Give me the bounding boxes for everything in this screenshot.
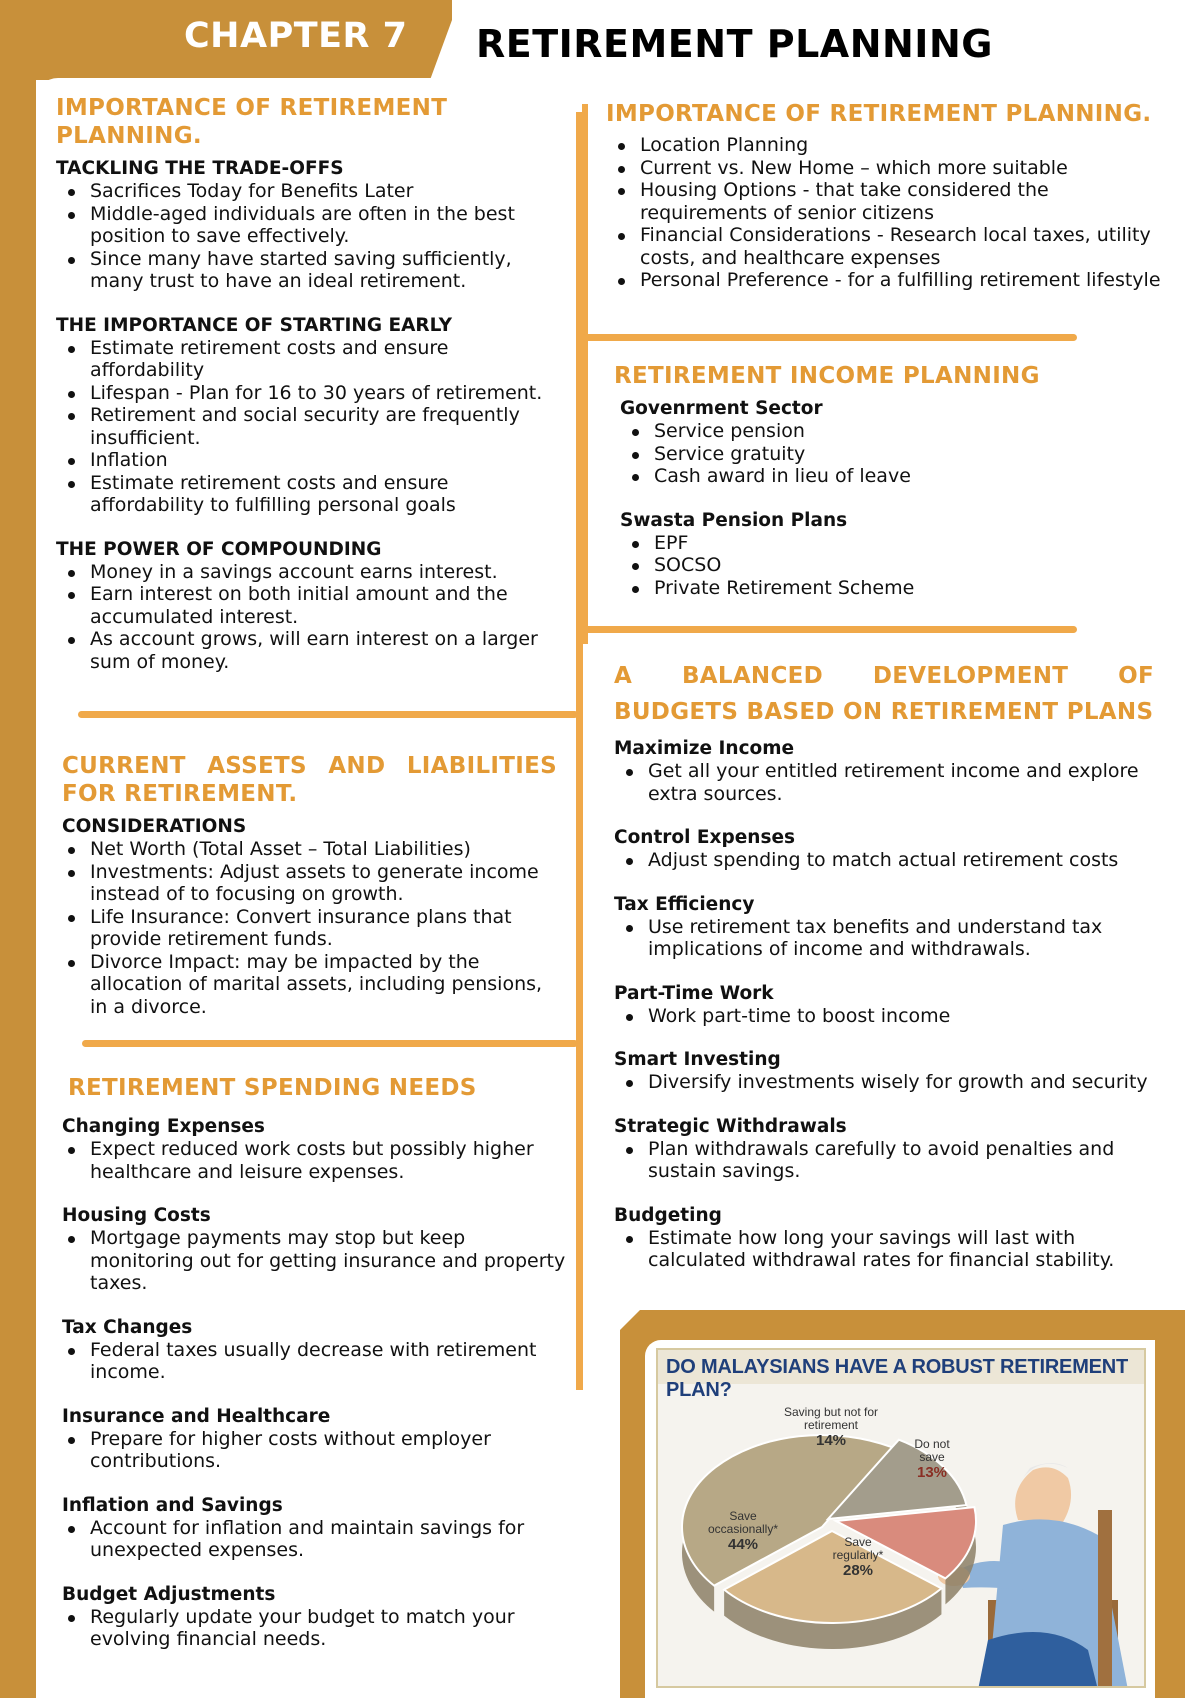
spending-section <box>62 1074 567 1651</box>
column-divider-right <box>582 104 588 644</box>
tax-changes-title: Tax Changes <box>62 1316 193 1338</box>
list-item: Estimate retirement costs and ensure affordability to fulfilling personal goals <box>56 472 561 517</box>
list-item: Service pension <box>620 420 1154 443</box>
divider-left-1 <box>78 711 578 718</box>
label-save-regularly <box>818 1536 898 1579</box>
list-item: Plan withdrawals carefully to avoid penalties and sustain savings. <box>614 1138 1154 1183</box>
infographic-title: DO MALAYSIANS HAVE A ROBUST RETIREMENT PLAN? <box>666 1356 1129 1401</box>
slice-label: Saving but not for retirement <box>783 1405 879 1432</box>
income-heading: RETIREMENT INCOME PLANNING <box>614 363 1040 389</box>
retirement-infographic <box>620 1310 1180 1698</box>
budget-adjustments-title: Budget Adjustments <box>62 1583 276 1605</box>
importance2-heading: IMPORTANCE OF RETIREMENT PLANNING. <box>606 101 1152 127</box>
compounding-list <box>56 561 561 674</box>
importance2-section <box>606 100 1166 292</box>
budget-adjustments-list <box>56 1606 567 1651</box>
list-item: Regularly update your budget to match your evolving financial needs. <box>56 1606 567 1651</box>
tradeoffs-title: TACKLING THE TRADE-OFFS <box>56 158 344 179</box>
list-item: Divorce Impact: may be impacted by the allocation of marital assets, including pensions, in a divorce. <box>56 951 562 1019</box>
list-item: Diversify investments wisely for growth and security <box>614 1071 1154 1094</box>
left-border <box>0 70 36 1698</box>
control-list <box>614 849 1154 872</box>
slice-label: Save occasionally* <box>707 1509 779 1536</box>
maximize-list <box>614 760 1154 805</box>
list-item: Current vs. New Home – which more suitable <box>606 157 1166 180</box>
parttime-title: Part-Time Work <box>614 982 774 1004</box>
list-item: Cash award in lieu of leave <box>620 465 1154 488</box>
importance-heading: IMPORTANCE OF RETIREMENT PLANNING. <box>56 95 448 149</box>
list-item: Life Insurance: Convert insurance plans that provide retirement funds. <box>56 906 562 951</box>
tax-changes-list <box>56 1339 567 1384</box>
list-item: Estimate retirement costs and ensure affordability <box>56 337 561 382</box>
list-item: Location Planning <box>606 134 1166 157</box>
considerations-list <box>56 838 562 1018</box>
slice-percent: 13% <box>916 1464 948 1481</box>
list-item: Retirement and social security are frequently insufficient. <box>56 404 561 449</box>
list-item: Sacrifices Today for Benefits Later <box>56 180 561 203</box>
spending-heading: RETIREMENT SPENDING NEEDS <box>68 1075 477 1101</box>
insurance-title: Insurance and Healthcare <box>62 1405 331 1427</box>
slice-label: Do not save <box>914 1437 950 1464</box>
list-item: Work part-time to boost income <box>614 1005 1154 1028</box>
list-item: Expect reduced work costs but possibly higher healthcare and leisure expenses. <box>56 1138 567 1183</box>
budgeting-list <box>614 1227 1154 1272</box>
insurance-list <box>56 1428 567 1473</box>
list-item: Federal taxes usually decrease with retirement income. <box>56 1339 567 1384</box>
strategic-list <box>614 1138 1154 1183</box>
inflation-title: Inflation and Savings <box>62 1494 283 1516</box>
assets-heading: CURRENT ASSETS AND LIABILITIES FOR RETIREMENT. <box>62 753 557 807</box>
page-title: RETIREMENT PLANNING <box>476 22 993 66</box>
housing-list <box>56 1227 567 1295</box>
list-item: Estimate how long your savings will last with calculated withdrawal rates for financial stability. <box>614 1227 1154 1272</box>
government-title: Govenrment Sector <box>620 398 823 419</box>
balanced-section <box>614 658 1154 1272</box>
budgeting-title: Budgeting <box>614 1204 722 1226</box>
label-saving-not-retirement <box>776 1406 886 1449</box>
early-list <box>56 337 561 517</box>
list-item: Investments: Adjust assets to generate income instead of to focusing on growth. <box>56 861 562 906</box>
balanced-heading-line1: A BALANCED DEVELOPMENT OF <box>614 663 1154 689</box>
divider-left-2 <box>82 1040 578 1047</box>
list-item: Mortgage payments may stop but keep monitoring out for getting insurance and property taxes. <box>56 1227 567 1295</box>
importance-section <box>56 94 561 673</box>
strategic-title: Strategic Withdrawals <box>614 1115 847 1137</box>
chapter-label: CHAPTER 7 <box>184 16 408 56</box>
label-do-not-save <box>904 1438 960 1481</box>
inflation-list <box>56 1517 567 1562</box>
list-item: Service gratuity <box>620 443 1154 466</box>
list-item: Middle-aged individuals are often in the best position to save effectively. <box>56 203 561 248</box>
infographic-panel <box>656 1348 1146 1688</box>
maximize-title: Maximize Income <box>614 738 795 759</box>
divider-right-1 <box>582 334 1077 341</box>
list-item: EPF <box>620 532 1154 555</box>
list-item: Adjust spending to match actual retirement costs <box>614 849 1154 872</box>
slice-percent: 44% <box>727 1536 759 1553</box>
tradeoffs-list <box>56 180 561 293</box>
list-item: Private Retirement Scheme <box>620 577 1154 600</box>
tax-efficiency-title: Tax Efficiency <box>614 893 755 915</box>
label-save-occasionally <box>698 1510 788 1553</box>
list-item: Lifespan - Plan for 16 to 30 years of retirement. <box>56 382 561 405</box>
control-title: Control Expenses <box>614 827 796 848</box>
list-item: As account grows, will earn interest on a larger sum of money. <box>56 628 561 673</box>
list-item: Personal Preference - for a fulfilling retirement lifestyle <box>606 269 1166 292</box>
divider-right-2 <box>582 626 1077 633</box>
list-item: Financial Considerations - Research local taxes, utility costs, and healthcare expenses <box>606 224 1166 269</box>
government-list <box>620 420 1154 488</box>
list-item: Inflation <box>56 449 561 472</box>
swasta-list <box>620 532 1154 600</box>
list-item: Earn interest on both initial amount and the accumulated interest. <box>56 583 561 628</box>
list-item: Account for inflation and maintain savings for unexpected expenses. <box>56 1517 567 1562</box>
assets-section <box>62 752 562 1018</box>
considerations-title: CONSIDERATIONS <box>62 816 247 837</box>
balanced-heading-line2: BUDGETS BASED ON RETIREMENT PLANS <box>614 699 1154 725</box>
early-title: THE IMPORTANCE OF STARTING EARLY <box>56 314 452 336</box>
income-section <box>614 362 1154 599</box>
list-item: Net Worth (Total Asset – Total Liabilities) <box>56 838 562 861</box>
housing-title: Housing Costs <box>62 1205 211 1226</box>
list-item: Prepare for higher costs without employer contributions. <box>56 1428 567 1473</box>
smart-title: Smart Investing <box>614 1049 781 1070</box>
importance2-list <box>606 134 1166 292</box>
tax-efficiency-list <box>614 916 1154 961</box>
parttime-list <box>614 1005 1154 1028</box>
slice-percent: 28% <box>842 1562 874 1579</box>
list-item: Since many have started saving sufficiently, many trust to have an ideal retirement. <box>56 248 561 293</box>
changing-list <box>56 1138 567 1183</box>
list-item: Housing Options - that take considered the requirements of senior citizens <box>606 179 1166 224</box>
slice-label: Save regularly* <box>832 1535 884 1562</box>
compounding-title: THE POWER OF COMPOUNDING <box>56 538 382 560</box>
list-item: SOCSO <box>620 554 1154 577</box>
list-item: Get all your entitled retirement income and explore extra sources. <box>614 760 1154 805</box>
slice-percent: 14% <box>815 1432 847 1449</box>
list-item: Money in a savings account earns interest. <box>56 561 561 584</box>
changing-title: Changing Expenses <box>62 1116 265 1137</box>
smart-list <box>614 1071 1154 1094</box>
swasta-title: Swasta Pension Plans <box>620 509 848 531</box>
list-item: Use retirement tax benefits and understand tax implications of income and withdrawals. <box>614 916 1154 961</box>
